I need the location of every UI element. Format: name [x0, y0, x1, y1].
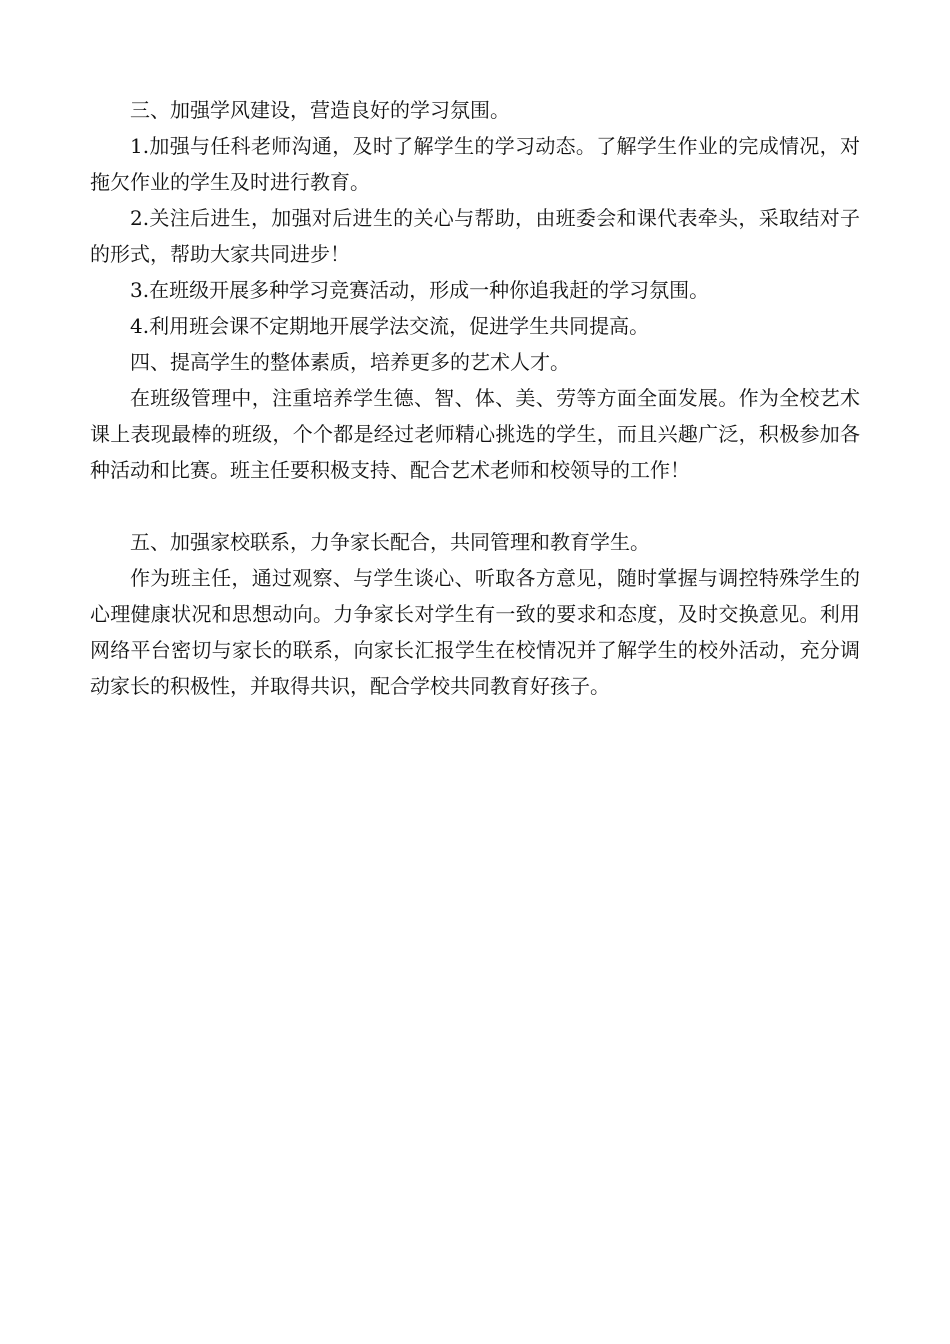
document-body — [90, 92, 860, 704]
list-item-1: 1.加强与任科老师沟通，及时了解学生的学习动态。了解学生作业的完成情况，对拖欠作业的学生及时进行教育。 — [90, 134, 860, 194]
section-four-body: 在班级管理中，注重培养学生德、智、体、美、劳等方面全面发展。作为全校艺术课上表现最棒的班级，个个都是经过老师精心挑选的学生，而且兴趣广泛，积极参加各种活动和比赛。班主任要积极支持、配合艺术老师和校领导的工作！ — [90, 386, 860, 482]
section-four-heading: 四、提高学生的整体素质，培养更多的艺术人才。 — [130, 350, 570, 374]
section-three-heading: 三、加强学风建设，营造良好的学习氛围。 — [130, 98, 510, 122]
section-five-heading: 五、加强家校联系，力争家长配合，共同管理和教育学生。 — [130, 530, 650, 554]
list-item-2: 2.关注后进生，加强对后进生的关心与帮助，由班委会和课代表牵头，采取结对子的形式，帮助大家共同进步！ — [90, 206, 860, 266]
list-item-3: 3.在班级开展多种学习竞赛活动，形成一种你追我赶的学习氛围。 — [130, 278, 710, 302]
section-five-body: 作为班主任，通过观察、与学生谈心、听取各方意见，随时掌握与调控特殊学生的心理健康状况和思想动向。力争家长对学生有一致的要求和态度，及时交换意见。利用网络平台密切与家长的联系，向家长汇报学生在校情况并了解学生的校外活动，充分调动家长的积极性，并取得共识，配合学校共同教育好孩子。 — [90, 566, 860, 698]
list-item-4: 4.利用班会课不定期地开展学法交流，促进学生共同提高。 — [130, 314, 650, 338]
